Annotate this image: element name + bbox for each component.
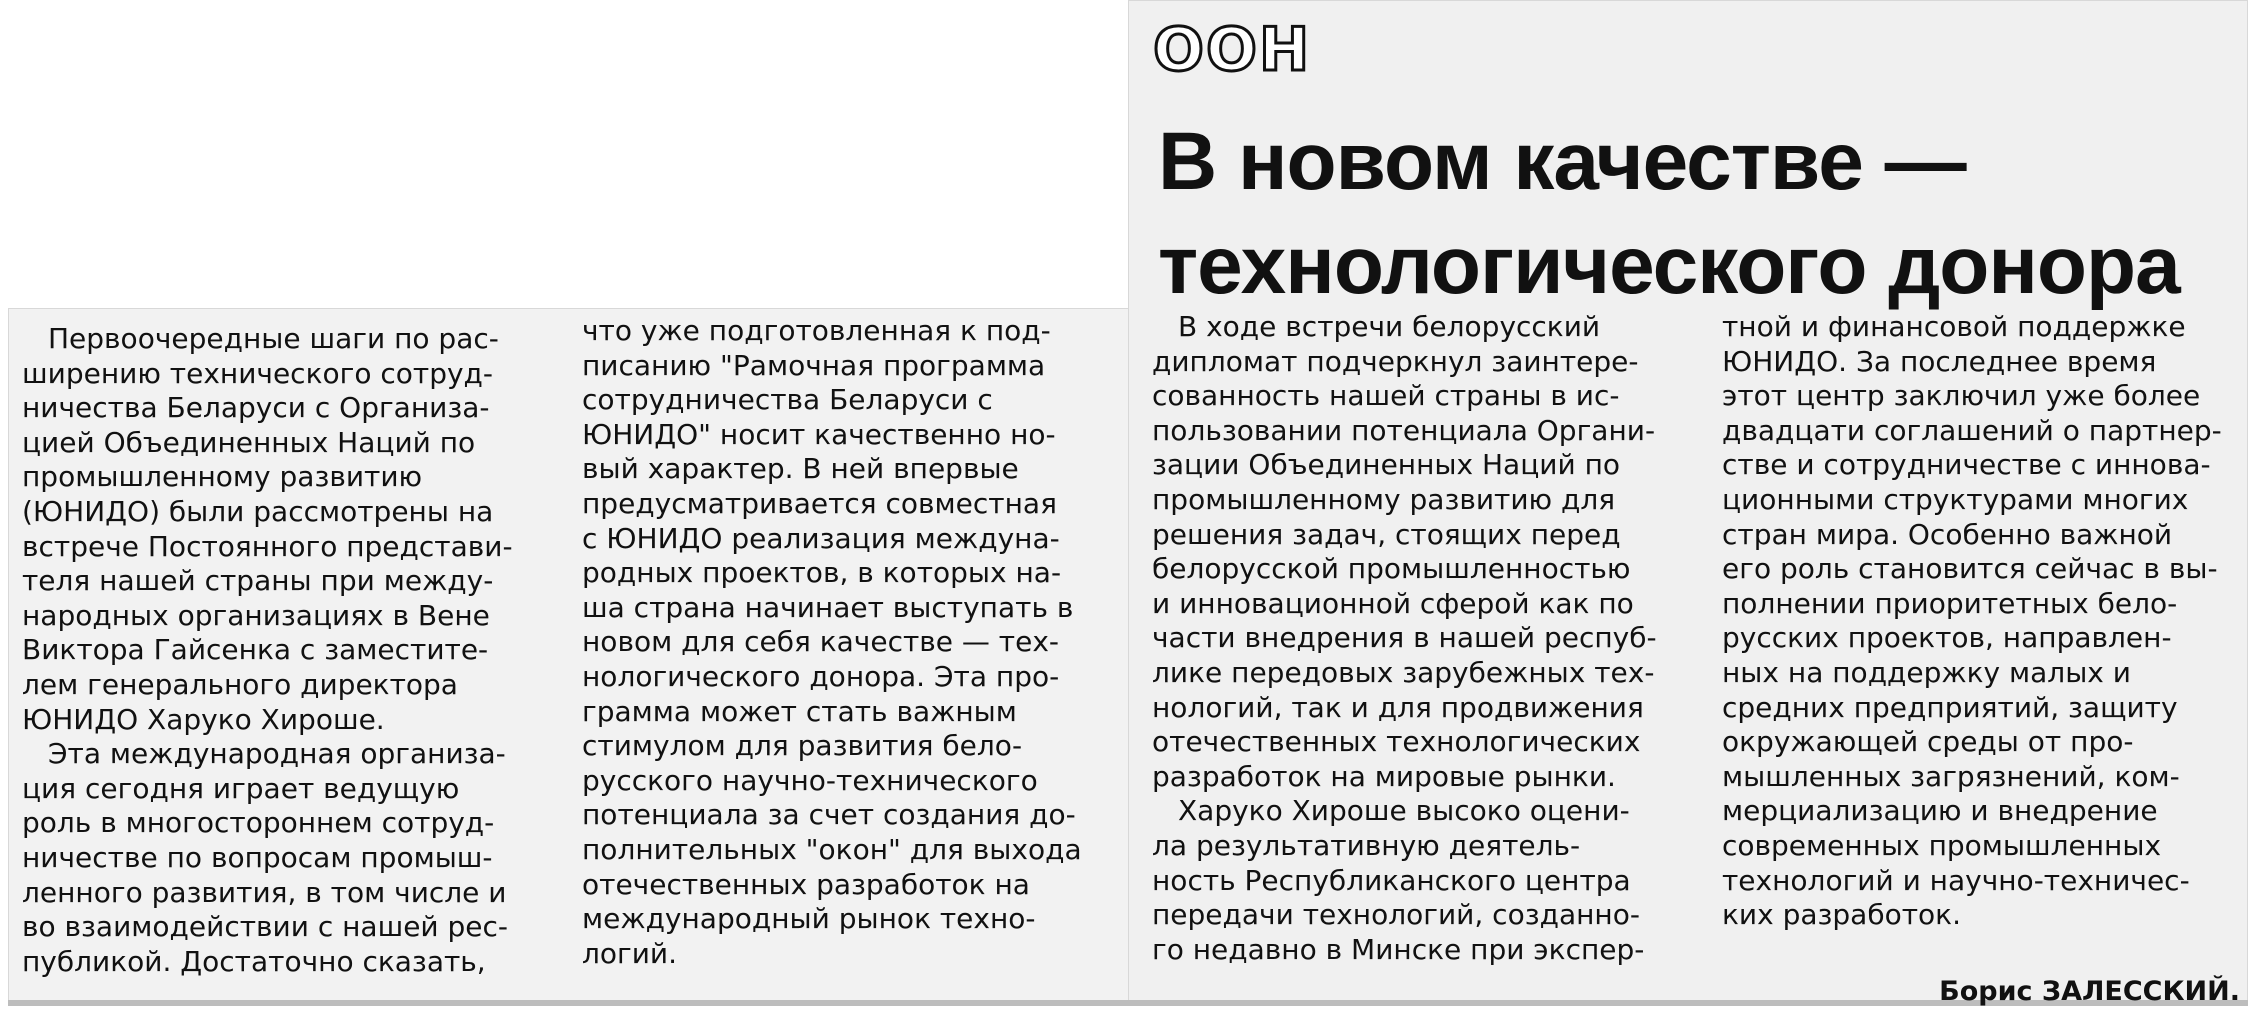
text-line: его роль становится сейчас в вы- <box>1722 552 2218 586</box>
text-line: лике передовых зарубежных тех- <box>1152 655 1655 689</box>
text-line: цией Объединенных Наций по <box>22 425 476 459</box>
text-line: русского научно-технического <box>582 763 1038 797</box>
text-line: го недавно в Минске при экспер- <box>1152 932 1645 966</box>
text-line: ничестве по вопросам промыш- <box>22 840 493 874</box>
text-line: двадцати соглашений о партнер- <box>1722 413 2222 447</box>
text-line: части внедрения в нашей респуб- <box>1152 621 1657 655</box>
text-line: разработок на мировые рынки. <box>1152 759 1616 793</box>
text-line: современных промышленных <box>1722 828 2162 862</box>
text-line: вый характер. В ней впервые <box>582 452 1019 486</box>
text-line: встрече Постоянного представи- <box>22 529 513 563</box>
text-line: белорусской промышленностью <box>1152 552 1631 586</box>
text-line: потенциала за счет создания до- <box>582 798 1076 832</box>
text-line: ЮНИДО. За последнее время <box>1722 344 2157 378</box>
text-line: полнении приоритетных бело- <box>1722 586 2178 620</box>
text-line: решения задач, стоящих перед <box>1152 517 1621 551</box>
article-column-2 <box>582 314 1102 971</box>
text-line: стимулом для развития бело- <box>582 729 1023 763</box>
text-line: лем генерального директора <box>22 667 458 701</box>
paragraph <box>582 314 1102 971</box>
text-line: что уже подготовленная к под- <box>582 314 1051 347</box>
text-line: стран мира. Особенно важной <box>1722 517 2173 551</box>
text-line: пользовании потенциала Органи- <box>1152 413 1656 447</box>
clipping-bottom-edge <box>8 1000 2248 1006</box>
text-line: русских проектов, направлен- <box>1722 621 2172 655</box>
text-line: ша страна начинает выступать в <box>582 590 1074 624</box>
text-line: промышленному развитию <box>22 460 423 494</box>
author-signature: Борис ЗАЛЕССКИЙ. <box>1939 976 2240 1007</box>
text-line: ных на поддержку малых и <box>1722 655 2131 689</box>
text-line: передачи технологий, созданно- <box>1152 898 1640 932</box>
text-line: ЮНИДО Харуко Хироше. <box>22 702 385 736</box>
text-line: стве и сотрудничестве с иннова- <box>1722 448 2211 482</box>
text-line: В ходе встречи белорусский <box>1178 310 1601 343</box>
text-line: мышленных загрязнений, ком- <box>1722 759 2180 793</box>
text-line: ширению технического сотруд- <box>22 356 493 390</box>
text-line: Эта международная организа- <box>48 737 506 771</box>
text-line: дипломат подчеркнул заинтере- <box>1152 344 1639 378</box>
text-line: Харуко Хироше высоко оцени- <box>1178 794 1630 828</box>
text-line: родных проектов, в которых на- <box>582 556 1062 590</box>
paragraph <box>1152 310 1672 794</box>
text-line: ность Республиканского центра <box>1152 863 1631 897</box>
text-line: ционными структурами многих <box>1722 482 2189 516</box>
text-line: Виктора Гайсенка с заместите- <box>22 633 489 667</box>
text-line: тной и финансовой поддержке <box>1722 310 2186 343</box>
text-line: теля нашей страны при между- <box>22 564 494 598</box>
text-line: промышленному развитию для <box>1152 482 1616 516</box>
text-line: с ЮНИДО реализация междуна- <box>582 521 1060 555</box>
headline-line-1: В новом качестве — <box>1158 116 1966 207</box>
text-line: во взаимодействии с нашей рес- <box>22 910 509 944</box>
text-line: отечественных разработок на <box>582 867 1030 901</box>
text-line: новом для себя качестве — тех- <box>582 625 1060 659</box>
paragraph <box>1722 310 2242 933</box>
headline-line-2: технологического донора <box>1158 220 2180 311</box>
text-line: логий. <box>582 936 678 970</box>
text-line: Первоочередные шаги по рас- <box>48 322 499 355</box>
text-line: этот центр заключил уже более <box>1722 379 2201 413</box>
text-line: окружающей среды от про- <box>1722 725 2134 759</box>
text-line: писанию "Рамочная программа <box>582 348 1046 382</box>
text-line: ЮНИДО" носит качественно но- <box>582 417 1056 451</box>
text-line: (ЮНИДО) были рассмотрены на <box>22 494 494 528</box>
text-line: мерциализацию и внедрение <box>1722 794 2158 828</box>
paragraph <box>22 737 542 979</box>
paragraph <box>22 322 542 737</box>
text-line: отечественных технологических <box>1152 725 1641 759</box>
section-rubric: ООН <box>1153 15 1312 85</box>
text-line: ция сегодня играет ведущую <box>22 771 460 805</box>
text-line: средних предприятий, защиту <box>1722 690 2178 724</box>
paragraph <box>1152 794 1672 967</box>
text-line: народных организациях в Вене <box>22 598 490 632</box>
text-line: зации Объединенных Наций по <box>1152 448 1621 482</box>
text-line: ленного развития, в том числе и <box>22 875 507 909</box>
text-line: ничества Беларуси с Организа- <box>22 391 490 425</box>
text-line: публикой. Достаточно сказать, <box>22 944 486 978</box>
text-line: нологий, так и для продвижения <box>1152 690 1644 724</box>
article-column-4 <box>1722 310 2242 933</box>
text-line: и инновационной сферой как по <box>1152 586 1634 620</box>
text-line: нологического донора. Эта про- <box>582 659 1060 693</box>
text-line: международный рынок техно- <box>582 902 1036 936</box>
text-line: технологий и научно-техничес- <box>1722 863 2190 897</box>
article-headline <box>1158 110 2238 318</box>
text-line: сованность нашей страны в ис- <box>1152 379 1620 413</box>
text-line: грамма может стать важным <box>582 694 1017 728</box>
text-line: полнительных "окон" для выхода <box>582 832 1082 866</box>
text-line: сотрудничества Беларуси с <box>582 383 993 417</box>
article-column-3 <box>1152 310 1672 967</box>
text-line: предусматривается совместная <box>582 486 1057 520</box>
text-line: ких разработок. <box>1722 898 1961 932</box>
text-line: роль в многостороннем сотруд- <box>22 806 495 840</box>
text-line: ла результативную деятель- <box>1152 828 1581 862</box>
article-column-1 <box>22 322 542 979</box>
